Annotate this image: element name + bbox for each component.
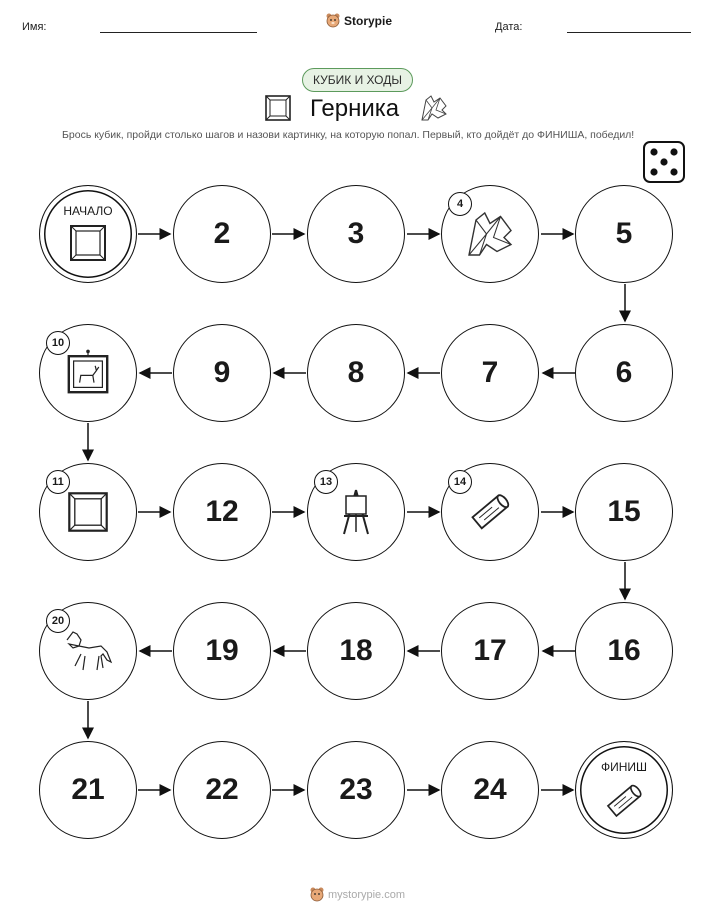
cell-number: 19 bbox=[205, 634, 239, 667]
cell-number: 7 bbox=[481, 356, 499, 389]
board-cell bbox=[307, 185, 405, 283]
board-cell bbox=[39, 741, 137, 839]
cell-number: 15 bbox=[607, 495, 641, 528]
board-cell-picture bbox=[39, 602, 137, 700]
name-label: Имя: bbox=[22, 21, 47, 33]
cell-number: 21 bbox=[71, 773, 105, 806]
instructions-text: Брось кубик, пройди столько шагов и назови картинку, на которую попал. Первый, кто дойдёт до ФИНИША, победил! bbox=[62, 129, 635, 141]
horse-icon bbox=[61, 626, 115, 676]
cell-number: 22 bbox=[205, 773, 239, 806]
board-cell bbox=[575, 324, 673, 422]
board-cell-picture bbox=[39, 324, 137, 422]
board-cell bbox=[441, 324, 539, 422]
log-icon bbox=[602, 779, 646, 823]
board-cell bbox=[307, 324, 405, 422]
game-type-pill: КУБИК И ХОДЫ bbox=[302, 68, 413, 92]
start-cell bbox=[39, 185, 137, 283]
board-cell-picture bbox=[39, 463, 137, 561]
cell-number: 5 bbox=[615, 217, 633, 250]
deer-painting-icon bbox=[64, 349, 112, 397]
footer bbox=[310, 887, 405, 903]
board-cell bbox=[441, 602, 539, 700]
cell-number: 12 bbox=[205, 495, 239, 528]
cell-number: 3 bbox=[347, 217, 365, 250]
start-label: НАЧАЛО bbox=[63, 204, 113, 218]
cell-number-badge: 4 bbox=[448, 192, 472, 216]
cell-number-badge: 11 bbox=[46, 470, 70, 494]
board-cell bbox=[575, 463, 673, 561]
brand-name: Storypie bbox=[344, 14, 393, 28]
cell-number: 17 bbox=[473, 634, 507, 667]
cell-number-badge: 13 bbox=[314, 470, 338, 494]
cell-number: 9 bbox=[213, 356, 231, 389]
board-cell bbox=[307, 741, 405, 839]
board-cell-picture bbox=[441, 185, 539, 283]
cell-number: 6 bbox=[615, 356, 633, 389]
board-cell bbox=[307, 602, 405, 700]
frame-icon bbox=[66, 490, 110, 534]
finish-label: ФИНИШ bbox=[600, 760, 648, 774]
board-cell bbox=[173, 463, 271, 561]
finish-cell bbox=[575, 741, 673, 839]
cell-number: 23 bbox=[339, 773, 373, 806]
board-cell-picture bbox=[441, 463, 539, 561]
frame-icon bbox=[68, 223, 108, 263]
wolf-icon bbox=[462, 206, 518, 262]
board-cell bbox=[173, 185, 271, 283]
cell-number-badge: 10 bbox=[46, 331, 70, 355]
cell-number-badge: 14 bbox=[448, 470, 472, 494]
cell-number: 8 bbox=[347, 356, 365, 389]
page-title: Герника bbox=[310, 95, 400, 122]
board-cell-picture bbox=[307, 463, 405, 561]
bear-icon bbox=[310, 887, 324, 903]
cell-number: 18 bbox=[339, 634, 373, 667]
cell-number: 24 bbox=[473, 773, 507, 806]
date-label: Дата: bbox=[495, 21, 523, 33]
log-icon bbox=[466, 488, 514, 536]
cell-number: 2 bbox=[213, 217, 231, 250]
footer-url[interactable]: mystorypie.com bbox=[328, 889, 406, 901]
board-cell bbox=[441, 741, 539, 839]
cell-number: 16 bbox=[607, 634, 641, 667]
board-cell bbox=[575, 185, 673, 283]
board-cell bbox=[173, 741, 271, 839]
easel-icon bbox=[336, 488, 376, 536]
board-cell bbox=[173, 324, 271, 422]
board-cell bbox=[173, 602, 271, 700]
cell-number-badge: 20 bbox=[46, 609, 70, 633]
board-cell bbox=[575, 602, 673, 700]
